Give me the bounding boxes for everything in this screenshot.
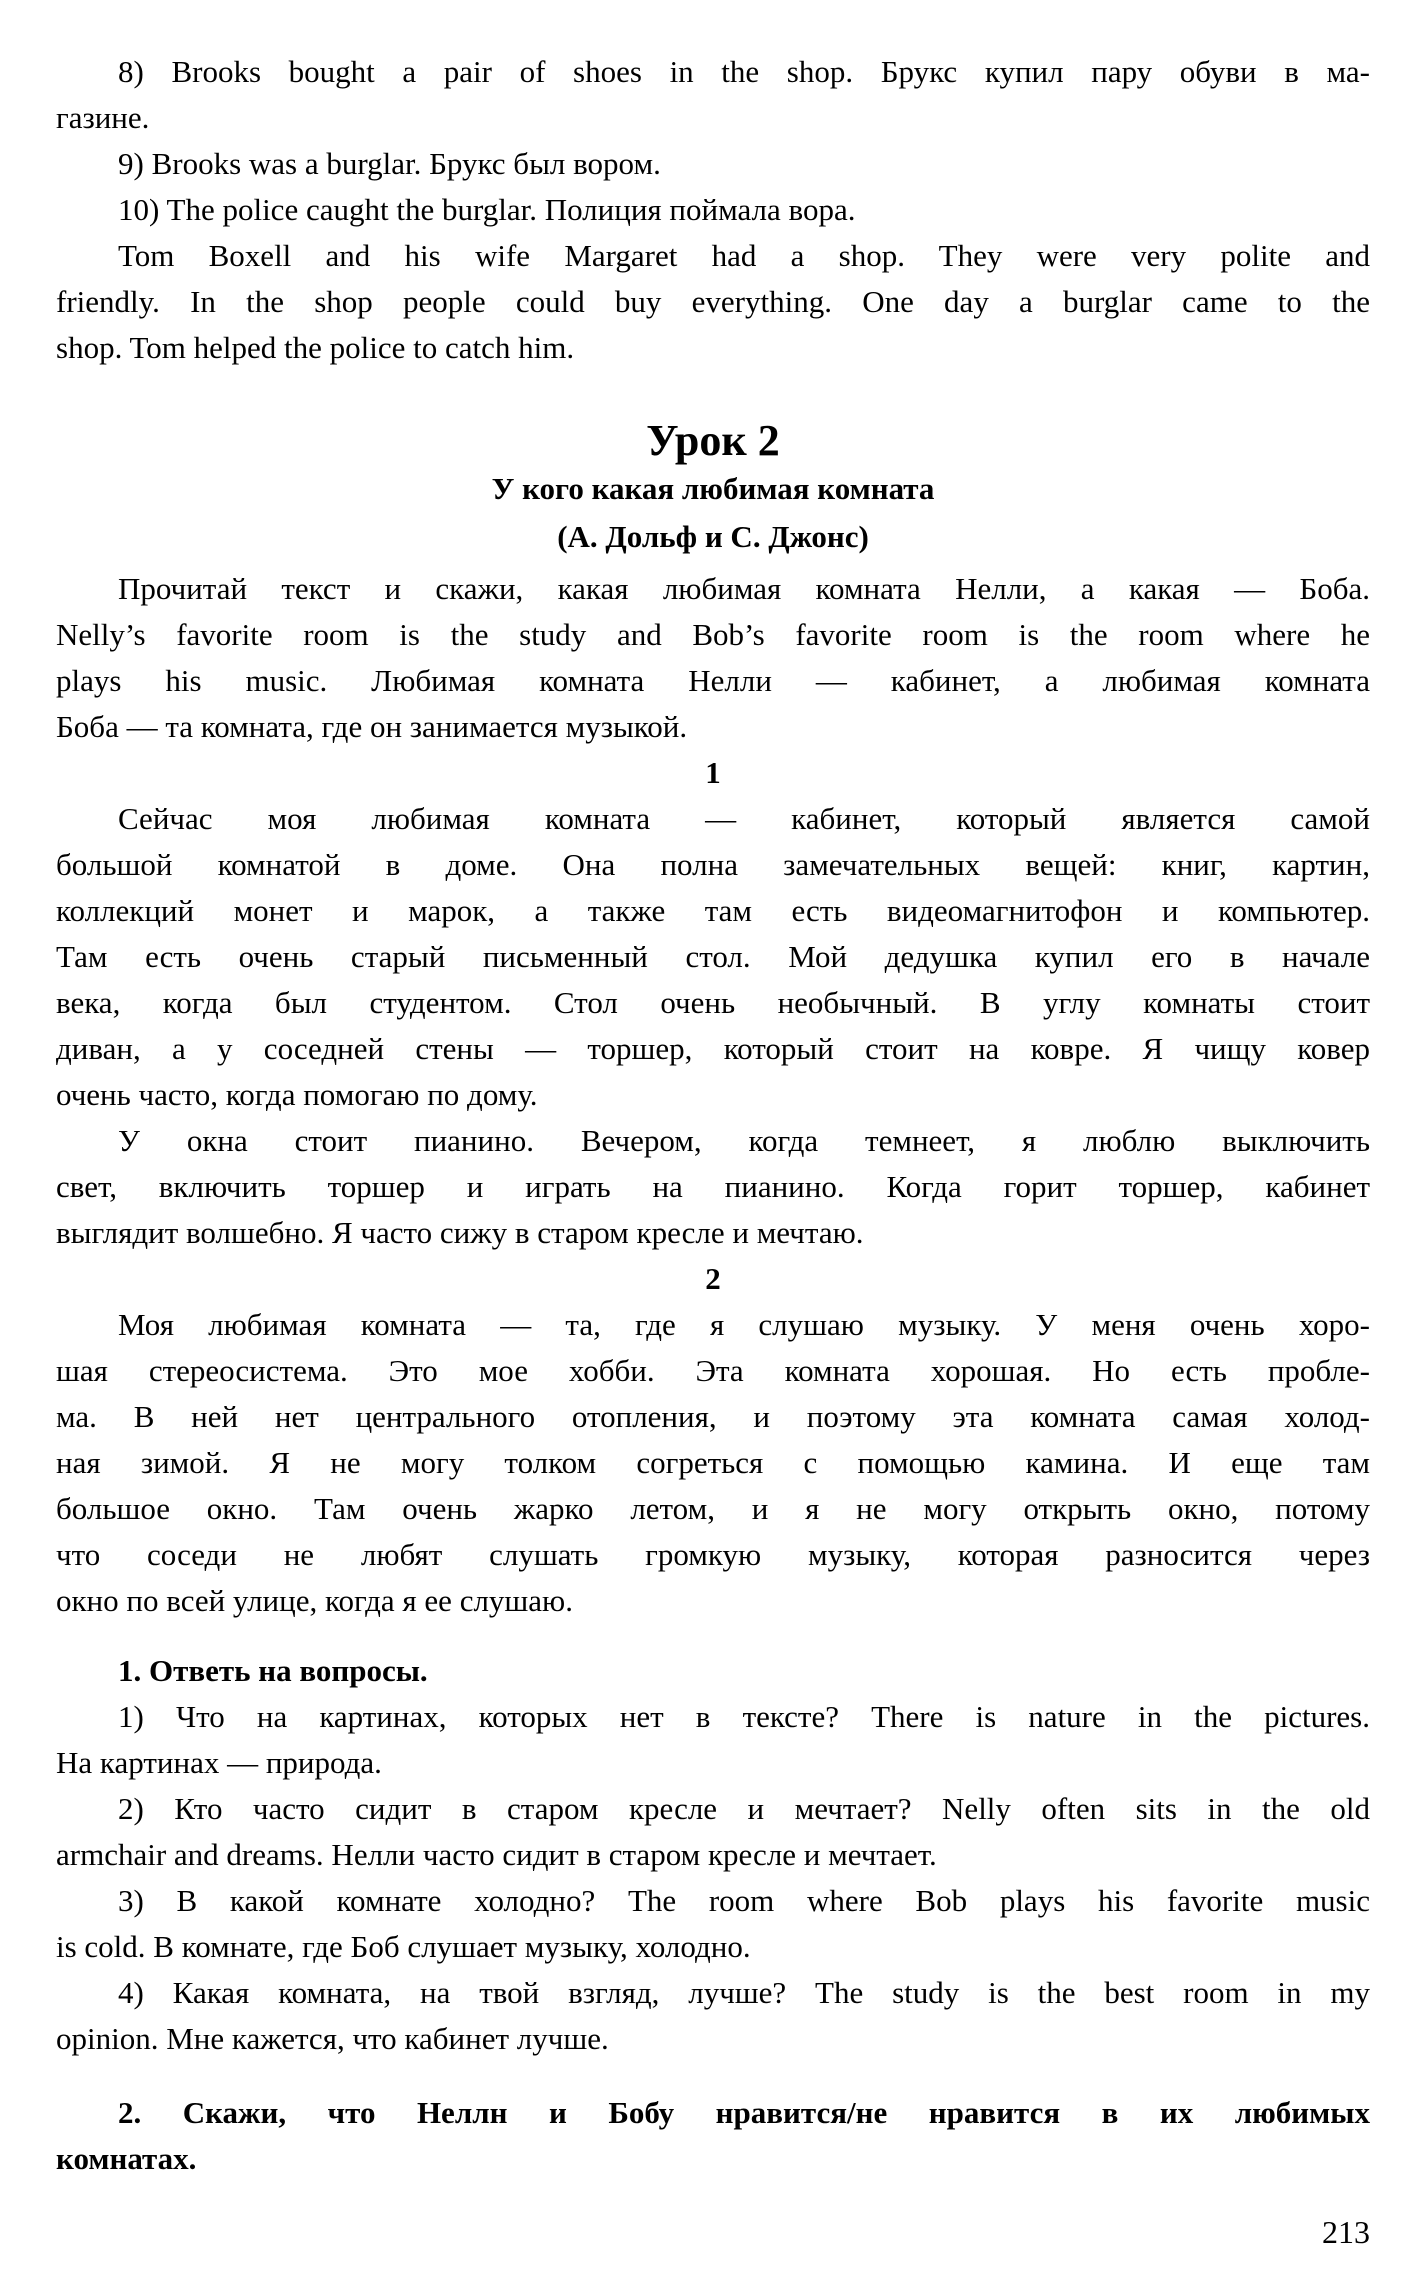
- text-line: armchair and dreams. Нелли часто сидит в старом кресле и мечтает.: [56, 1837, 937, 1872]
- page-number: 213: [1322, 2214, 1370, 2250]
- paragraph: [56, 1878, 1370, 1970]
- text-line: очень часто, когда помогаю по дому.: [56, 1077, 538, 1112]
- paragraph: [56, 1118, 1370, 1256]
- text-line: комнатах.: [56, 2141, 197, 2176]
- text-line: коллекций монет и марок, а также там есть видеомагнитофон и компьютер.: [56, 893, 1370, 928]
- text-line: 9) Brooks was a burglar. Брукс был вором.: [118, 146, 661, 181]
- section-number: [56, 750, 1370, 796]
- text-line: шая стереосистема. Это мое хобби. Эта комната хорошая. Но есть пробле-: [56, 1353, 1370, 1388]
- text-line: выглядит волшебно. Я часто сижу в старом кресле и мечтаю.: [56, 1215, 864, 1250]
- text-line: Nelly’s favorite room is the study and Bob’s favorite room is the room where he: [56, 617, 1370, 652]
- text-line: большой комнатой в доме. Она полна замечательных вещей: книг, картин,: [56, 847, 1370, 882]
- text-line: Сейчас моя любимая комната — кабинет, который является самой: [118, 801, 1370, 836]
- exercise-heading: [56, 2090, 1370, 2182]
- text-line: 2. Скажи, что Неллн и Бобу нравится/не нравится в их любимых: [118, 2095, 1370, 2130]
- text-line: свет, включить торшер и играть на пианино. Когда горит торшер, кабинет: [56, 1169, 1370, 1204]
- text-line: 1) Что на картинах, которых нет в тексте? There is nature in the pictures.: [118, 1699, 1370, 1734]
- text-line: диван, а у соседней стены — торшер, который стоит на ковре. Я чищу ковер: [56, 1031, 1370, 1066]
- text-line: газине.: [56, 100, 150, 135]
- text-line: века, когда был студентом. Стол очень необычный. В углу комнаты стоит: [56, 985, 1370, 1020]
- text-line: ма. В ней нет центрального отопления, и поэтому эта комната самая холод-: [56, 1399, 1370, 1434]
- text-line: большое окно. Там очень жарко летом, и я не могу открыть окно, потому: [56, 1491, 1370, 1526]
- paragraph: [56, 1970, 1370, 2062]
- text-line: Там есть очень старый письменный стол. Мой дедушка купил его в начале: [56, 939, 1370, 974]
- text-line: 2) Кто часто сидит в старом кресле и мечтает? Nelly often sits in the old: [118, 1791, 1370, 1826]
- text-line: окно по всей улице, когда я ее слушаю.: [56, 1583, 573, 1618]
- paragraph: [56, 233, 1370, 371]
- text-line: Боба — та комната, где он занимается музыкой.: [56, 709, 688, 744]
- text-line: Моя любимая комната — та, где я слушаю музыку. У меня очень хоро-: [118, 1307, 1370, 1342]
- paragraph: [56, 796, 1370, 1118]
- text-line: 10) The police caught the burglar. Полиция поймала вора.: [118, 192, 856, 227]
- text-line: Прочитай текст и скажи, какая любимая комната Нелли, а какая — Боба.: [118, 571, 1370, 606]
- paragraph: [56, 566, 1370, 750]
- text-line: У кого какая любимая комната: [491, 471, 935, 506]
- text-line: ная зимой. Я не могу толком согреться с помощью камина. И еще там: [56, 1445, 1370, 1480]
- paragraph: [56, 1786, 1370, 1878]
- text-line: plays his music. Любимая комната Нелли — кабинет, а любимая комната: [56, 663, 1370, 698]
- text-line: 8) Brooks bought a pair of shoes in the shop. Брукс купил пару обуви в ма-: [118, 54, 1370, 89]
- text-line: opinion. Мне кажется, что кабинет лучше.: [56, 2021, 609, 2056]
- text-line: что соседи не любят слушать громкую музыку, которая разносится через: [56, 1537, 1370, 1572]
- paragraph: [56, 187, 1370, 233]
- text-line: 4) Какая комната, на твой взгляд, лучше? The study is the best room in my: [118, 1975, 1370, 2010]
- text-line: friendly. In the shop people could buy everything. One day a burglar came to the: [56, 284, 1370, 319]
- text-line: 1: [705, 755, 721, 790]
- text-line: 2: [705, 1261, 721, 1296]
- paragraph: [56, 49, 1370, 141]
- text-line: is cold. В комнате, где Боб слушает музыку, холодно.: [56, 1929, 751, 1964]
- exercise-heading: [56, 1648, 1370, 1694]
- lesson-subtitle: [56, 465, 1370, 561]
- text-line: 1. Ответь на вопросы.: [118, 1653, 428, 1688]
- text-line: Tom Boxell and his wife Margaret had a shop. They were very polite and: [118, 238, 1370, 273]
- paragraph: [56, 1302, 1370, 1624]
- paragraph: [56, 1694, 1370, 1786]
- text-line: 3) В какой комнате холодно? The room where Bob plays his favorite music: [118, 1883, 1370, 1918]
- paragraph: [56, 141, 1370, 187]
- text-line: (А. Дольф и С. Джонс): [557, 519, 869, 554]
- text-line: На картинах — природа.: [56, 1745, 382, 1780]
- lesson-title: [56, 417, 1370, 465]
- text-line: Урок 2: [646, 416, 780, 465]
- section-number: [56, 1256, 1370, 1302]
- text-line: shop. Tom helped the police to catch him.: [56, 330, 575, 365]
- page-text: [56, 49, 1370, 2182]
- text-line: У окна стоит пианино. Вечером, когда темнеет, я люблю выключить: [118, 1123, 1370, 1158]
